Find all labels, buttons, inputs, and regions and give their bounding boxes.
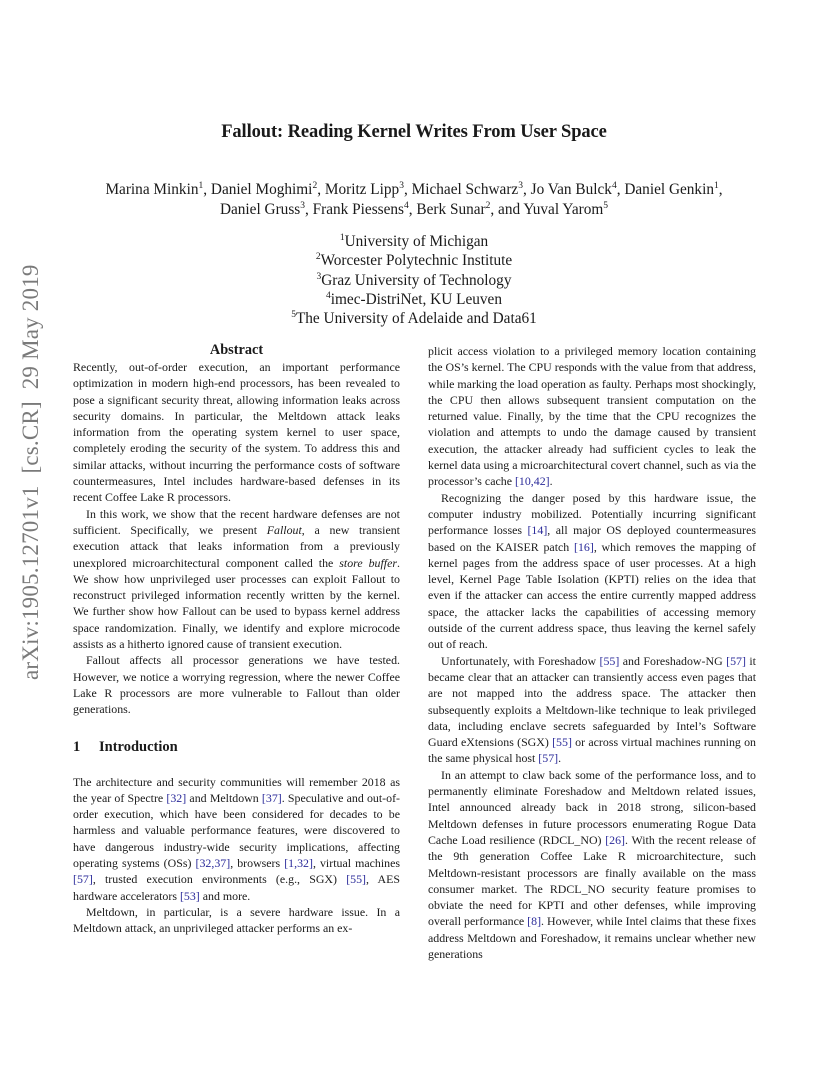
citation-link[interactable]: [57]	[726, 653, 746, 668]
citation-link[interactable]: [57]	[73, 872, 93, 887]
citation-link[interactable]: [8]	[527, 914, 542, 929]
intro-paragraph: In an attempt to claw back some of the performance loss, and to permanently eliminate Foreshadow and Meltdown related issues, Intel announced already back in 2018 strong, silicon-based Meltdown defenses in future processors enumerating Rogue Data Cache Load resilience (RDCL_NO) [26]. With the recent release of the 9th generation Coffee Lake R microarchitecture, such Meltdown-resistant processors are finally available on the mass consumer market. The RDCL_NO security feature promises to obviate the need for KPTI and other defenses, while improving overall performance [8]. However, while Intel claims that these fixes address Meltdown and Foreshadow, it remains unclear whether new generations	[428, 767, 756, 961]
fallout-emphasis: Fallout	[266, 522, 302, 537]
author: Berk Sunar$^2$	[416, 201, 491, 218]
author: Jo Van Bulck$^4$	[530, 181, 617, 198]
intro-paragraph-continued	[428, 343, 756, 490]
right-column	[428, 343, 756, 962]
affiliation: $^3$Graz University of Technology	[316, 271, 512, 289]
author: Frank Piessens$^4$	[312, 201, 409, 218]
store-buffer-emphasis: store buffer	[339, 555, 398, 570]
citation-link[interactable]: [55]	[599, 653, 620, 668]
affiliation-list	[0, 232, 828, 328]
citation-link[interactable]: [55]	[346, 872, 366, 887]
section-number: 1	[73, 738, 81, 755]
abstract-paragraph: Recently, out-of-order execution, an important performance optimization in modern high-end processors, has been revealed to pose a significant security threat, allowing information leaks across security domains. In particular, the Meltdown attack leaks information from the operating system kernel to user space, completely eroding the security of the system. To address this and similar attacks, without incurring the performance costs of software countermeasures, Intel includes hardware-based defenses in its recent Coffee Lake R processors.	[73, 360, 400, 505]
abstract-heading: Abstract	[209, 342, 264, 358]
abstract-paragraph: In this work, we show that the recent hardware defenses are not sufficient. Specifically, we present Fallout, a new transient execution attack that leaks information from a previously unexplored microarchitectural component called the store buffer. We show how unprivileged user processes can exploit Fallout to reconstruct privileged information recently written by the kernel. We further show how Fallout can be used to bypass kernel address space randomization. Finally, we identify and explore microcode assists as a hitherto ignored cause of transient execution.	[73, 506, 401, 652]
section-title: Introduction	[99, 738, 178, 755]
citation-link[interactable]: [53]	[179, 888, 200, 903]
author-list: Marina Minkin$^1$, Daniel Moghimi$^2$, Moritz Lipp$^3$, Michael Schwarz$^3$, Jo Van Bulck$^4$, Daniel Genkin$^1$, Daniel Gruss$^3$, Frank Piessens$^4$, Berk Sunar$^2$, and Yuval Yarom$^5$	[105, 181, 723, 218]
paragraph-text: plicit access violation to a privileged memory location containing the OS’s kernel. The CPU responds with the value from that address, while marking the load operation as faulty. Perhaps most shockingly, the CPU then allows subsequent transient computation on the returned value. Finally, by the time that the CPU recognizes the violation and attempts to undo the damage caused by transient execution, the attacker already had sufficient cycles to leak the kernel data using a microarchitectural covert channel, such as via the processor’s cache	[428, 344, 756, 489]
abstract-paragraph: Fallout affects all processor generations we have tested. However, we notice a worrying regression, where the newer Coffee Lake R processors are more vulnerable to Fallout than older generations.	[73, 653, 400, 717]
citation-link[interactable]: [14]	[527, 523, 548, 538]
arxiv-date: 29 May 2019	[18, 264, 43, 390]
intro-paragraph: Recognizing the danger posed by this hardware issue, the computer industry mobilized. Potentially incurring significant performance losses [14], all major OS deployed countermeasures based on the KAISER patch [16], which removes the mapping of kernel pages from the address space of user processes. At a high level, Kernel Page Table Isolation (KPTI) relies on the idea that even if the attacker can access the entire currently mapped address space, the attacker lacks the capabilities of accessing memory outside of the current address space, thus leaving the kernel safely out of reach.	[428, 490, 756, 652]
paper-title: Fallout: Reading Kernel Writes From User Space	[221, 122, 607, 142]
citation-link[interactable]: [32]	[166, 790, 187, 805]
author: Daniel Gruss$^3$	[219, 201, 305, 218]
paragraph-text: .	[549, 474, 553, 489]
author: Yuval Yarom$^5$	[523, 201, 609, 218]
affiliation: $^2$Worcester Polytechnic Institute	[315, 252, 513, 270]
author: Daniel Genkin$^1$	[624, 181, 719, 198]
citation-link[interactable]: [57]	[538, 751, 559, 766]
intro-paragraph: The architecture and security communities will remember 2018 as the year of Spectre [32] and Meltdown [37]. Speculative and out-of-order execution, which have been considered for decades to be harmless and valuable performance features, were discovered to have dangerous industry-wide security implications, affecting operating systems (OSs) [32,37], browsers [1,32], virtual machines [57], trusted execution environments (e.g., SGX) [55], AES hardware accelerators [53] and more.	[73, 774, 401, 903]
paragraph-text: Meltdown, in particular, is a severe hardware issue. In a Meltdown attack, an unprivileged attacker performs an ex-	[73, 904, 400, 936]
left-column	[73, 342, 400, 937]
author: Marina Minkin$^1$	[105, 181, 204, 198]
citation-link[interactable]: [26]	[605, 832, 626, 847]
intro-paragraph: Unfortunately, with Foreshadow [55] and Foreshadow-NG [57] it became clear that an attacker can transiently access even pages that are not mapped into the address space. The attacker then subsequently exploits a Meltdown-like technique to leak privileged data, including enclave secrets safeguarded by Intel’s Software Guard eXtensions (SGX) [55] or across virtual machines running on the same physical host [57].	[428, 653, 756, 766]
citation-link[interactable]: [16]	[574, 539, 594, 554]
affiliation: $^1$University of Michigan	[339, 233, 489, 250]
section-heading	[73, 738, 400, 756]
intro-paragraph	[73, 904, 400, 937]
citation-link[interactable]: [10,42]	[514, 474, 550, 489]
author: Moritz Lipp$^3$	[324, 181, 404, 198]
citation-link[interactable]: [37]	[261, 790, 282, 805]
author: Michael Schwarz$^3$	[411, 181, 523, 198]
author: Daniel Moghimi$^2$	[210, 181, 318, 198]
affiliation: $^4$imec-DistriNet, KU Leuven	[326, 290, 502, 308]
citation-link[interactable]: [55]	[552, 735, 572, 750]
citation-link[interactable]: [1,32]	[284, 856, 313, 871]
arxiv-category: [cs.CR]	[18, 401, 43, 474]
citation-link[interactable]: [32,37]	[195, 856, 231, 871]
arxiv-id: arXiv:1905.12701v1	[18, 485, 43, 680]
affiliation: $^5$The University of Adelaide and Data61	[291, 310, 537, 328]
